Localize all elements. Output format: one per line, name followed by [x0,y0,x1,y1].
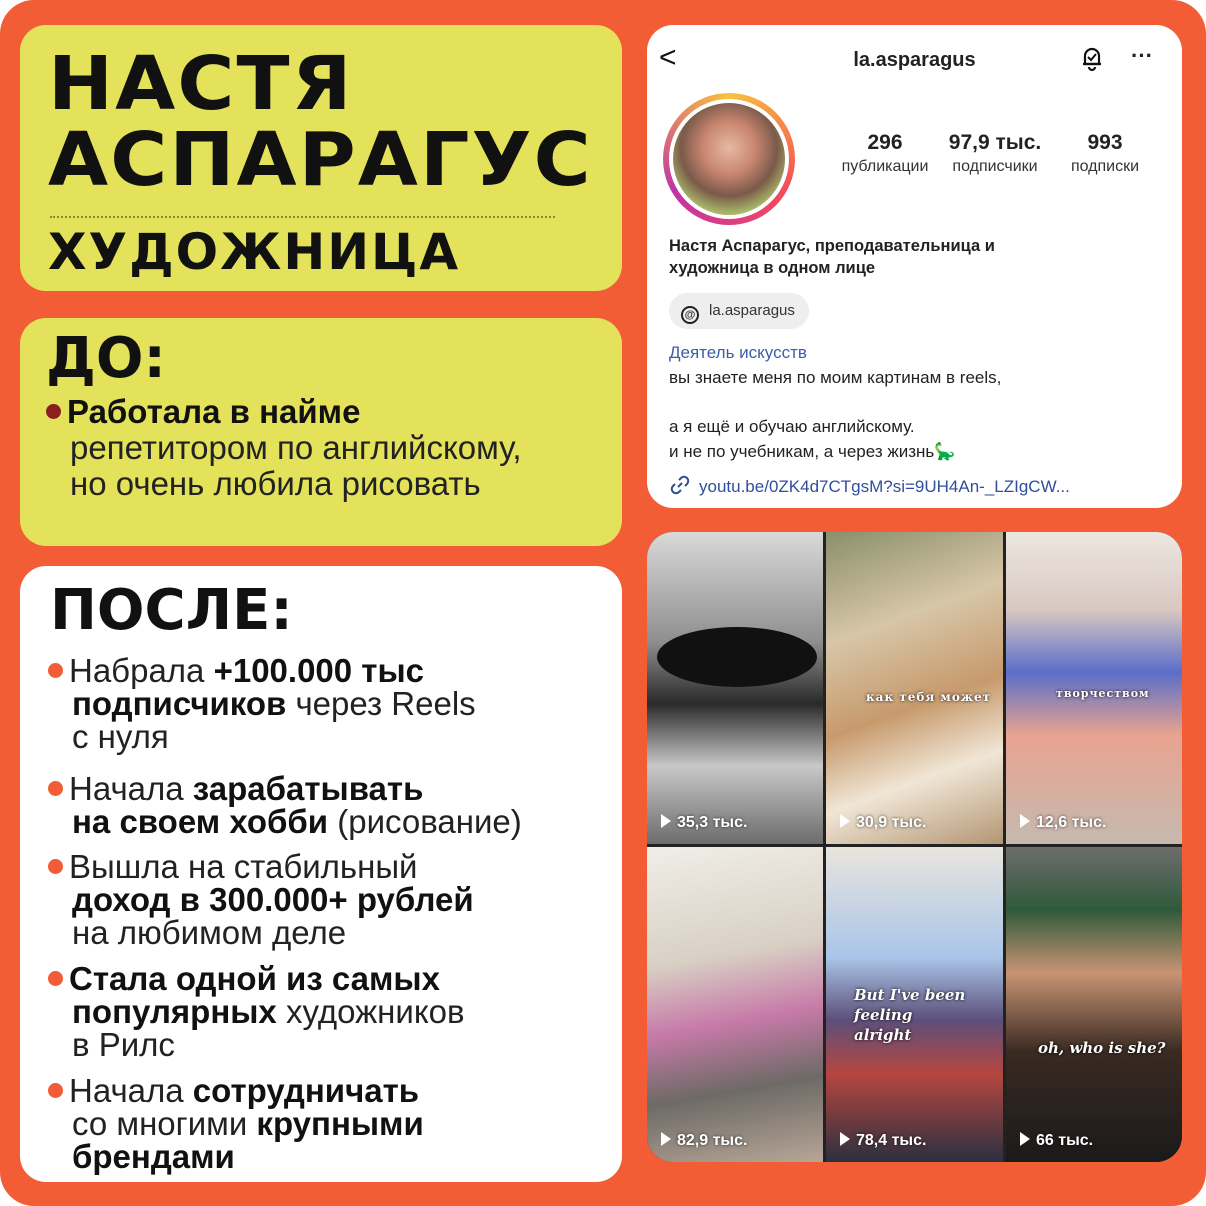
stat-label: публикации [841,158,929,175]
stat-label: подписки [1070,158,1140,175]
item-bold: Стала одной из самых [69,960,440,997]
stat-value: 993 [1087,131,1123,154]
bell-icon[interactable] [1077,43,1107,73]
stat-following[interactable] [1045,131,1165,176]
profile-category: Деятель искусств [669,343,807,362]
item-text: Вышла на стабильный [69,848,418,885]
after-item [48,962,608,1061]
bullet-dot [48,781,63,796]
item-text: с нуля [72,718,169,755]
reel-views [840,1132,926,1150]
name-second-line: АСПАРАГУС [48,117,593,203]
reel-caption: oh, who is she? [1038,1039,1166,1057]
item-text: Начала [69,770,193,807]
item-bold: брендами [72,1138,235,1175]
bio-name-line: Настя Аспарагус, преподавательница и [669,237,995,255]
threads-handle: la.asparagus [709,302,795,319]
link-icon [669,474,691,501]
threads-icon: @ [681,306,699,324]
item-bold: зарабатывать [192,770,424,807]
threads-badge[interactable] [669,293,809,329]
stat-label: подписчики [952,158,1038,175]
bio-line: а я ещё и обучаю английскому. [669,417,915,436]
reel-thumbnail-shape [657,627,817,687]
bio-name-line: художница в одном лице [669,259,876,277]
bullet-dot [48,663,63,678]
avatar[interactable] [669,99,789,219]
reel-caption: But I've been feeling alright [854,986,966,1044]
reel-caption: творчеством [1056,687,1150,700]
after-item [48,1074,608,1173]
profession-title: ХУДОЖНИЦА [48,223,461,281]
play-icon [661,814,671,828]
more-icon[interactable]: ··· [1131,43,1153,68]
after-item [48,772,608,838]
reel-views [1020,814,1106,832]
item-bold: на своем хобби [72,803,329,840]
views-count: 66 тыс. [1036,1132,1094,1149]
bio-line: и не по учебникам, а через жизнь🦕 [669,442,956,461]
item-bold: доход в 300.000+ рублей [72,881,474,918]
profile-card [647,25,1182,508]
item-text: Набрала [69,652,214,689]
after-heading: ПОСЛЕ: [50,578,293,643]
item-text: Начала [69,1072,193,1109]
before-line-2: репетитором по английскому, [70,429,522,466]
play-icon [840,1132,850,1146]
before-item [46,394,522,502]
stat-value: 296 [867,131,903,154]
chevron-left-icon[interactable]: < [659,41,677,74]
reels-grid [647,532,1182,1162]
item-bold: подписчиков [72,685,287,722]
before-heading: ДО: [46,326,166,391]
reel-caption: как тебя может [866,690,992,704]
item-bold: крупными [256,1105,424,1142]
title-card [20,25,622,291]
reel-tile[interactable] [1006,532,1182,844]
reel-views [661,1132,747,1150]
views-count: 35,3 тыс. [677,814,748,831]
bullet-dot [46,404,61,419]
item-text: через Reels [286,685,476,722]
bio-line: вы знаете меня по моим картинам в reels, [669,368,1002,387]
stat-value: 97,9 тыс. [948,131,1042,154]
play-icon [1020,814,1030,828]
reel-tile[interactable] [826,847,1003,1162]
item-bold: сотрудничать [192,1072,420,1109]
views-count: 82,9 тыс. [677,1132,748,1149]
before-line-3: но очень любила рисовать [70,465,481,502]
item-text: в Рилс [72,1026,175,1063]
views-count: 12,6 тыс. [1036,814,1107,831]
after-item [48,850,608,949]
play-icon [840,814,850,828]
reel-views [661,814,747,832]
after-item [48,654,608,753]
before-bold-text: Работала в найме [67,393,361,430]
stat-posts[interactable] [825,131,945,176]
name-first-line: НАСТЯ [48,41,354,127]
before-card [20,318,622,546]
item-text: со многими [72,1105,257,1142]
play-icon [661,1132,671,1146]
reel-tile[interactable] [647,847,823,1162]
play-icon [1020,1132,1030,1146]
bullet-dot [48,859,63,874]
bio-name [669,235,1089,279]
stat-followers[interactable] [935,131,1055,176]
reel-tile[interactable] [1006,847,1182,1162]
item-bold: популярных [72,993,277,1030]
bullet-dot [48,971,63,986]
item-bold: +100.000 тыс [213,652,425,689]
item-text: (рисование) [328,803,522,840]
item-text: художников [276,993,465,1030]
bullet-dot [48,1083,63,1098]
reel-views [840,814,926,832]
views-count: 78,4 тыс. [856,1132,927,1149]
profile-link[interactable] [669,474,1070,501]
reel-tile[interactable] [647,532,823,844]
views-count: 30,9 тыс. [856,814,927,831]
reel-tile[interactable] [826,532,1003,844]
profile-username: la.asparagus [853,49,976,71]
divider [50,216,555,218]
profile-link-text: youtu.be/0ZK4d7CTgsM?si=9UH4An-_LZIgCW... [699,477,1070,496]
after-card [20,566,622,1182]
reel-views [1020,1132,1093,1150]
item-text: на любимом деле [72,914,347,951]
